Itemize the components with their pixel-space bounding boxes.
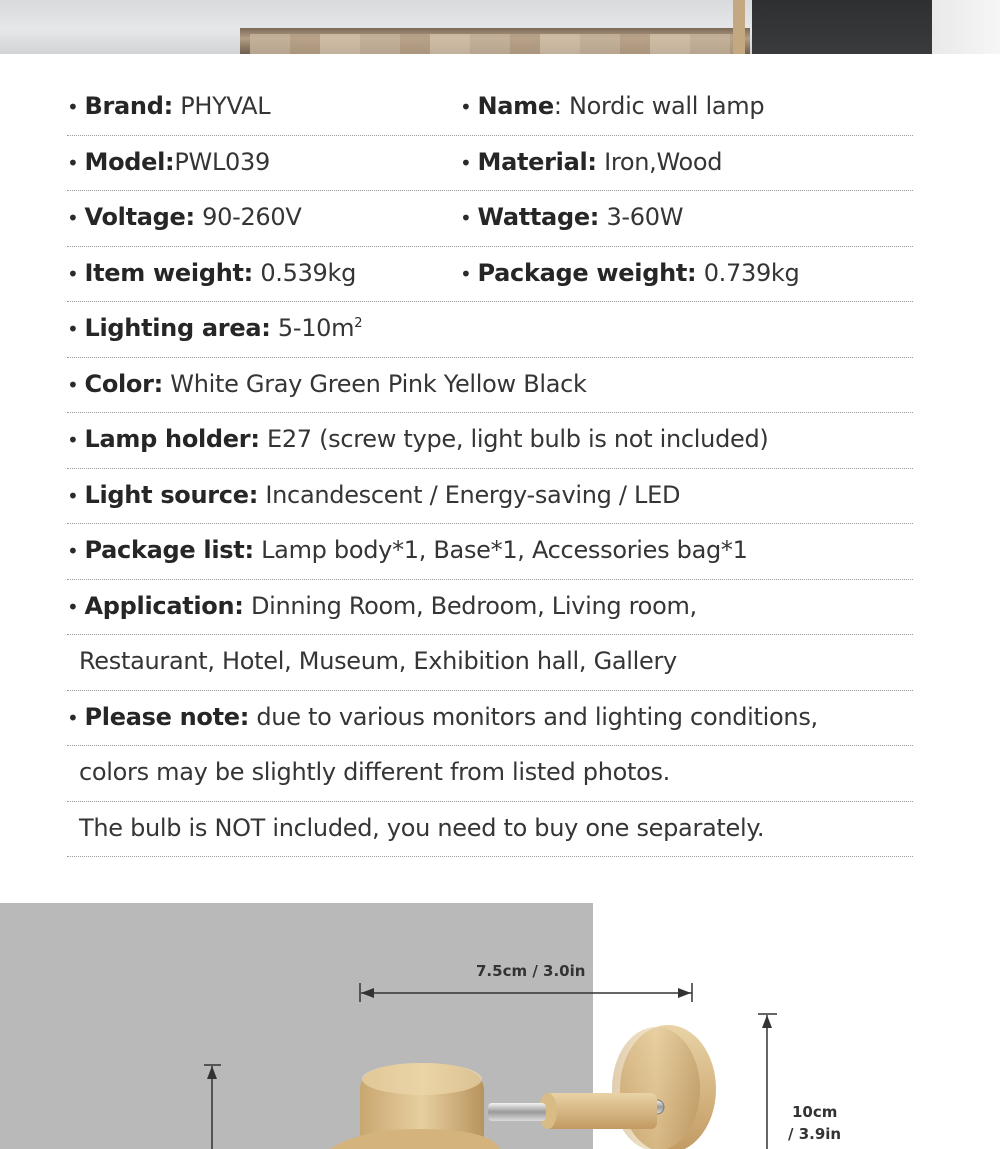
spec-label: Light source: [84,480,259,509]
bullet-icon: • [67,95,79,119]
bullet-icon: • [67,539,79,563]
spec-row-brand-name [67,80,913,136]
spec-value: 0.739kg [703,258,800,287]
width-arrow-left [361,988,374,998]
bullet-icon: • [460,206,472,230]
spec-row-light-source [67,469,913,525]
bullet-icon: • [67,705,79,730]
metal-joint [488,1103,546,1121]
bullet-icon: • [67,483,79,508]
spec-value: PWL039 [174,147,270,176]
superscript: 2 [354,316,363,331]
bullet-icon: • [67,150,79,175]
spec-row-note-cont2 [67,802,913,858]
spec-value: : Nordic wall lamp [553,92,765,120]
spec-label: Application: [84,591,244,620]
spec-value: Iron,Wood [604,147,723,176]
spec-label: Color: [84,369,163,398]
spec-lighting-area [67,314,362,342]
wood-arm [545,1093,657,1129]
bullet-icon: • [67,261,79,286]
spec-value: Lamp body*1, Base*1, Accessories bag*1 [261,536,748,564]
spec-note [67,703,818,731]
spec-light-source [67,481,680,509]
spec-note-continued-2 [79,814,764,842]
spec-label: Model: [84,147,175,176]
bullet-icon: • [67,594,79,619]
spec-label: Lamp holder: [84,425,260,453]
spec-list [67,80,913,857]
lamp-illustration [0,903,1000,1149]
spec-value: Dinning Room, Bedroom, Living room, [250,591,697,620]
spec-model [67,148,270,176]
spec-wattage [460,203,683,231]
spec-color [67,370,587,398]
width-dimension-label: 7.5cm / 3.0in [476,962,586,980]
spec-row-note [67,691,913,747]
wall-base-edge [612,1027,700,1149]
bullet-icon: • [460,150,472,175]
spec-label: Lighting area: [84,314,271,342]
spec-value: 0.539kg [260,258,357,287]
spec-label: Package weight: [477,258,697,287]
spec-row-weights [67,247,913,303]
spec-row-note-cont1 [67,746,913,802]
photo-right-panel [932,0,1000,54]
spec-package-weight [460,259,799,287]
bullet-icon: • [67,372,79,397]
spec-label: Voltage: [84,203,195,231]
bullet-icon: • [67,206,79,230]
spec-value: E27 (screw type, light bulb is not included) [266,425,769,453]
photo-wood-post [733,0,745,54]
spec-label: Brand: [84,92,173,120]
spec-value: due to various monitors and lighting conditions, [256,702,818,731]
spec-value: White Gray Green Pink Yellow Black [170,369,587,398]
spec-label: Item weight: [84,258,253,287]
spec-voltage [67,203,301,231]
spec-value: 5-10m [277,314,355,342]
spec-value: 90-260V [202,203,302,231]
spec-row-application-cont [67,635,913,691]
spec-value: The bulb is NOT included, you need to buy one separately. [79,813,765,842]
spec-row-model-material [67,136,913,192]
spec-label: Please note: [84,702,250,731]
spec-item-weight [67,259,356,287]
spec-application-continued [79,647,677,675]
spec-value: PHYVAL [180,92,271,120]
spec-label: Package list: [84,536,254,564]
spec-value: colors may be slightly different from listed photos. [79,758,671,786]
spec-brand [67,92,270,120]
spec-note-continued-1 [79,758,670,786]
spec-row-lamp-holder [67,413,913,469]
spec-application [67,592,697,620]
spec-name [460,92,764,120]
left-arrow-top [207,1066,217,1079]
lamp-head-top [362,1063,482,1095]
dimension-diagram [0,903,1000,1149]
height-dimension-label-inch: / 3.9in [788,1125,842,1143]
spec-row-package-list [67,524,913,580]
width-arrow-right [678,988,691,998]
spec-label: Wattage: [477,203,600,231]
spec-row-color [67,358,913,414]
spec-row-application [67,580,913,636]
bullet-icon: • [67,428,79,452]
spec-label: Name [477,92,554,120]
spec-value: 3-60W [606,203,684,231]
photo-dark-panel [752,0,932,54]
spec-row-lighting-area [67,302,913,358]
bullet-icon: • [460,261,472,286]
spec-lamp-holder [67,425,768,453]
spec-package-list [67,536,748,564]
bullet-icon: • [67,317,79,341]
photo-shelf-face [250,34,740,54]
height-arrow-top [762,1015,772,1028]
spec-label: Material: [477,147,597,176]
spec-material [460,148,722,176]
bullet-icon: • [460,95,472,119]
spec-value: Restaurant, Hotel, Museum, Exhibition hall, Gallery [79,647,677,675]
product-photo-strip [0,0,1000,54]
spec-value: Incandescent / Energy-saving / LED [265,480,681,509]
height-dimension-label: 10cm [792,1103,838,1121]
spec-row-voltage-wattage [67,191,913,247]
